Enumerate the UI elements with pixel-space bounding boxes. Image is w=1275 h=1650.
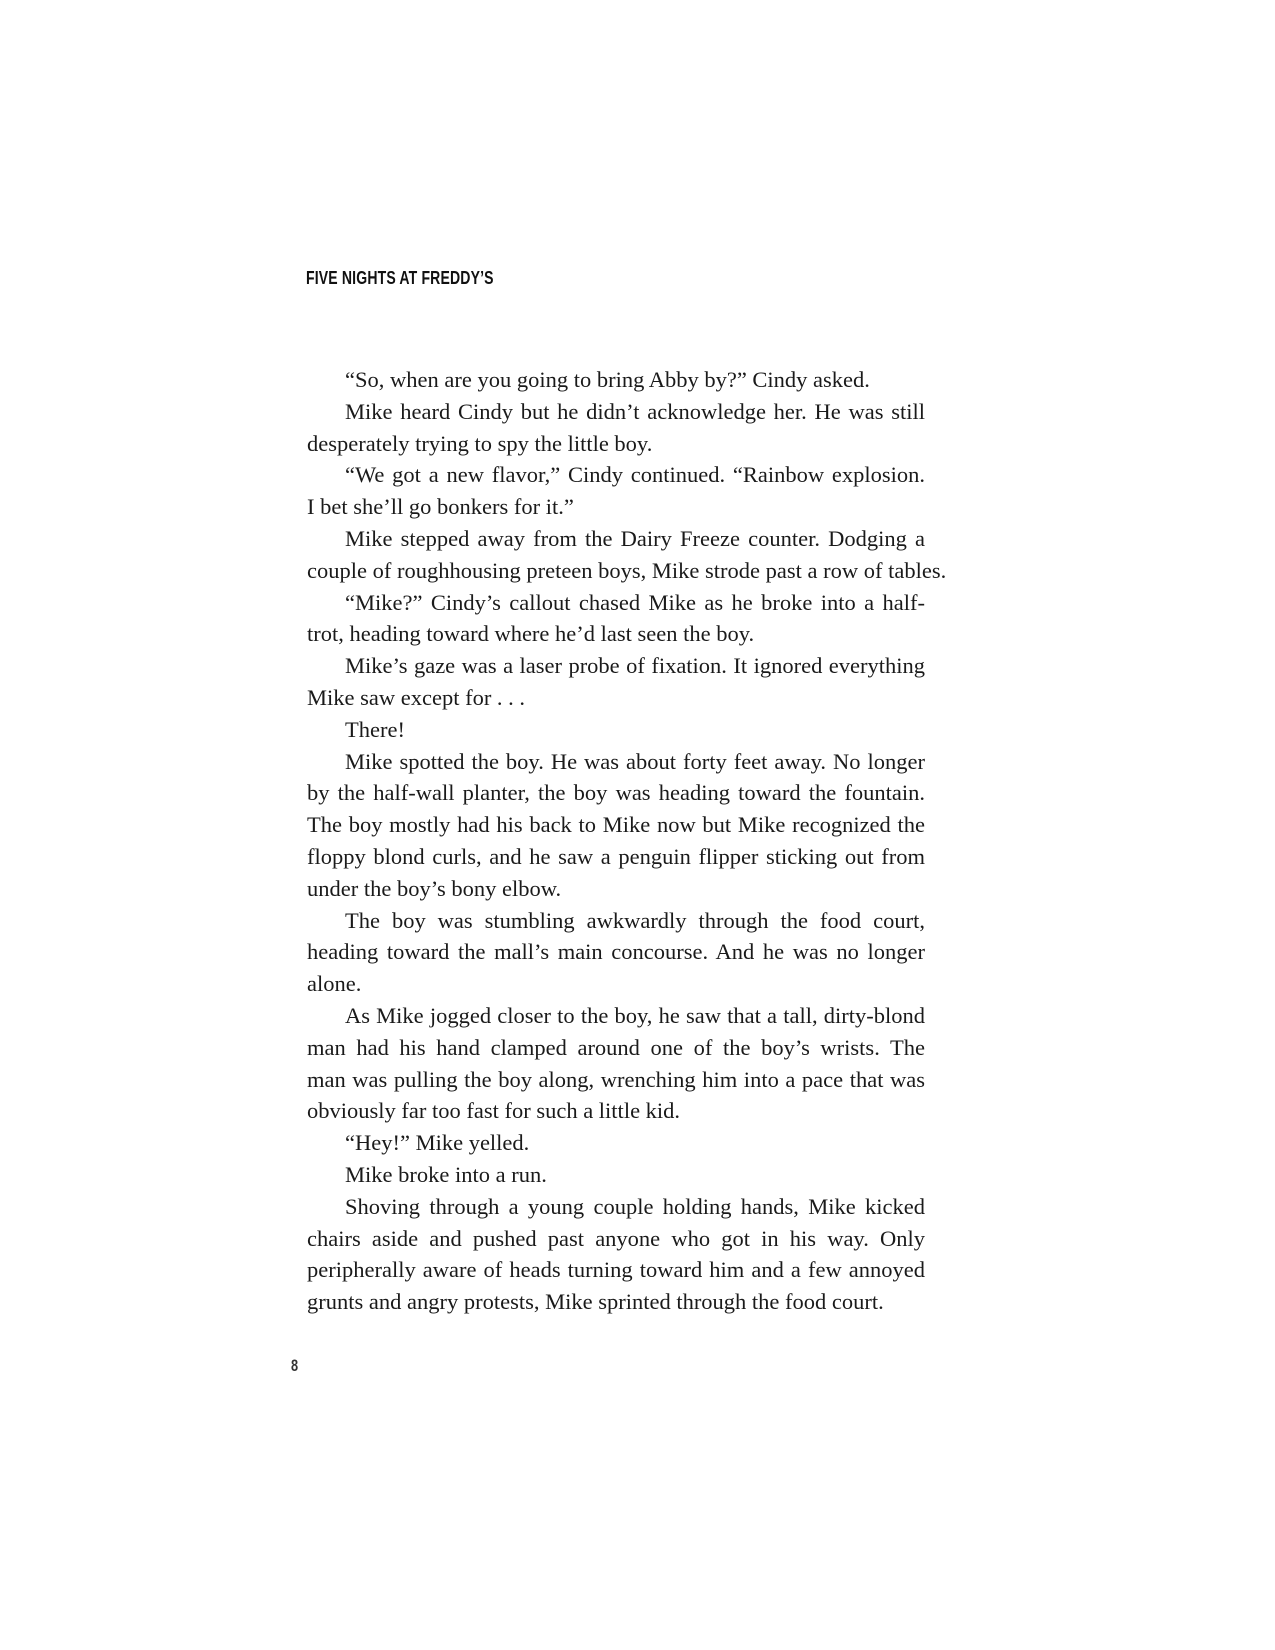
text-line: Shoving through a young couple holding hands, Mike kicked	[345, 1193, 925, 1219]
paragraph	[307, 587, 925, 651]
paragraph	[307, 905, 925, 1000]
running-header: FIVE NIGHTS AT FREDDY’S	[306, 268, 494, 288]
text-line: desperately trying to spy the little boy.	[307, 430, 653, 456]
text-line: Mike’s gaze was a laser probe of fixation. It ignored everything	[345, 653, 925, 679]
text-line: “Mike?” Cindy’s callout chased Mike as he broke into a half-	[345, 589, 925, 615]
text-line: There!	[345, 716, 405, 742]
text-line: As Mike jogged closer to the boy, he saw that a tall, dirty-blond	[345, 1002, 925, 1028]
paragraph	[307, 1127, 925, 1159]
text-line: Mike broke into a run.	[345, 1161, 547, 1187]
paragraph	[307, 364, 925, 396]
text-line: man was pulling the boy along, wrenching him into a pace that was	[307, 1066, 925, 1092]
text-line: man had his hand clamped around one of the boy’s wrists. The	[307, 1034, 925, 1060]
page-number: 8	[291, 1356, 299, 1375]
text-line: couple of roughhousing preteen boys, Mike strode past a row of tables.	[307, 557, 947, 583]
paragraph	[307, 746, 925, 905]
text-line: I bet she’ll go bonkers for it.”	[307, 494, 574, 520]
text-line: peripherally aware of heads turning toward him and a few annoyed	[307, 1257, 925, 1283]
paragraph	[307, 523, 947, 587]
text-line: The boy mostly had his back to Mike now but Mike recognized the	[307, 812, 925, 838]
text-line: “We got a new flavor,” Cindy continued. “Rainbow explosion.	[345, 462, 925, 488]
paragraph	[307, 1000, 925, 1127]
text-line: Mike stepped away from the Dairy Freeze counter. Dodging a	[345, 525, 925, 551]
text-line: chairs aside and pushed past anyone who got in his way. Only	[307, 1225, 925, 1251]
paragraph	[307, 714, 925, 746]
text-line: Mike spotted the boy. He was about forty feet away. No longer	[345, 748, 925, 774]
text-line: Mike saw except for . . .	[307, 684, 526, 710]
text-line: obviously far too fast for such a little kid.	[307, 1098, 681, 1124]
paragraph	[307, 396, 925, 460]
text-line: heading toward the mall’s main concourse. And he was no longer	[307, 939, 925, 965]
text-line: under the boy’s bony elbow.	[307, 875, 562, 901]
text-line: “So, when are you going to bring Abby by?” Cindy asked.	[345, 367, 870, 392]
text-line: by the half-wall planter, the boy was heading toward the fountain.	[307, 780, 925, 806]
text-line: The boy was stumbling awkwardly through the food court,	[345, 907, 925, 933]
text-line: alone.	[307, 971, 362, 997]
paragraph	[307, 1159, 925, 1191]
text-line: trot, heading toward where he’d last seen the boy.	[307, 621, 755, 647]
paragraph	[307, 459, 925, 523]
text-line: “Hey!” Mike yelled.	[345, 1130, 530, 1156]
text-line: floppy blond curls, and he saw a penguin flipper sticking out from	[307, 843, 925, 869]
text-line: grunts and angry protests, Mike sprinted through the food court.	[307, 1289, 884, 1315]
text-line: Mike heard Cindy but he didn’t acknowledge her. He was still	[345, 398, 925, 424]
paragraph	[307, 650, 925, 714]
paragraph	[307, 1191, 925, 1318]
body-text	[307, 364, 947, 1318]
